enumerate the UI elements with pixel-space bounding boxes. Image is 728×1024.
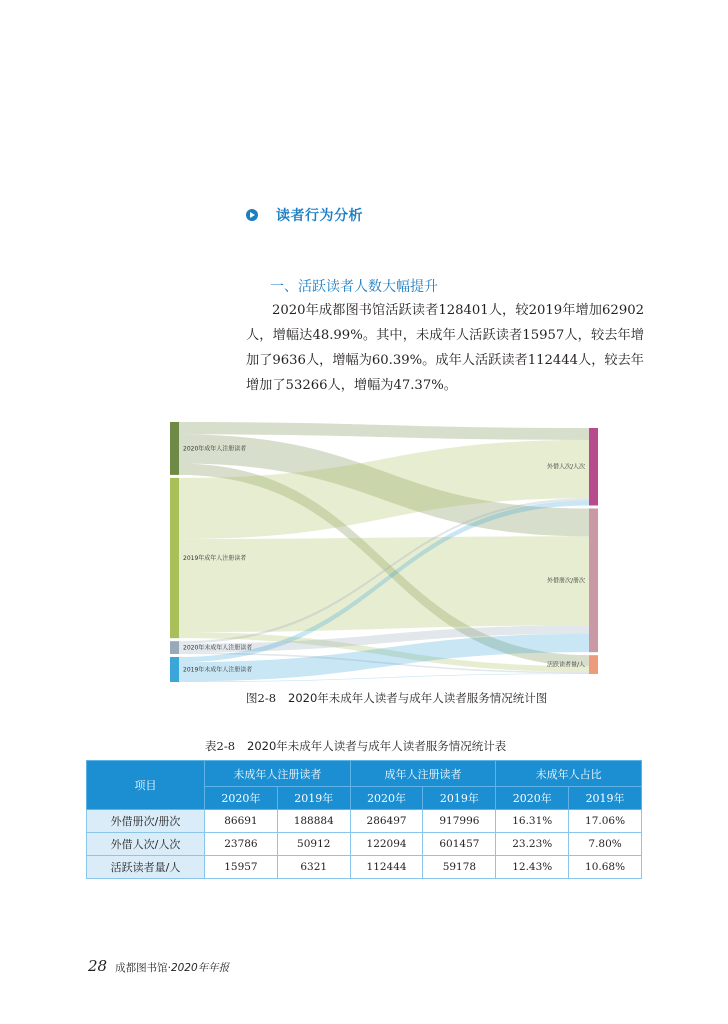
table-caption <box>205 738 506 754</box>
sankey-target-node <box>589 655 598 674</box>
table-cell: 17.06% <box>569 810 642 833</box>
stats-table <box>86 760 642 879</box>
sankey-target-node <box>589 508 598 652</box>
sankey-link <box>179 536 589 632</box>
footer-separator: · <box>167 962 171 974</box>
header-group-minor: 未成年人注册读者 <box>205 761 351 787</box>
sankey-source-node <box>170 657 179 682</box>
figure-caption-text: 2020年未成年人读者与成年人读者服务情况统计图 <box>288 691 548 705</box>
row-label: 外借册次/册次 <box>87 810 205 833</box>
sankey-source-label: 2019年成年人注册读者 <box>183 555 247 563</box>
sankey-source-node <box>170 641 179 654</box>
figure-caption <box>246 690 547 706</box>
table-cell: 16.31% <box>496 810 569 833</box>
report-name: 2020年年报 <box>170 962 230 974</box>
sankey-target-node <box>589 428 598 505</box>
section-title: 读者行为分析 <box>276 208 363 224</box>
table-row <box>87 856 642 879</box>
page-footer <box>88 957 229 975</box>
table-cell: 59178 <box>423 856 496 879</box>
table-cell: 122094 <box>350 833 423 856</box>
page-number: 28 <box>88 957 108 975</box>
publisher-name: 成都图书馆 <box>115 962 168 974</box>
header-group-ratio: 未成年人占比 <box>496 761 642 787</box>
play-circle-icon <box>246 209 258 221</box>
header-group-adult: 成年人注册读者 <box>350 761 496 787</box>
table-cell: 6321 <box>277 856 350 879</box>
section-header <box>246 205 363 225</box>
table-cell: 12.43% <box>496 856 569 879</box>
sankey-source-node <box>170 478 179 638</box>
table-cell: 23786 <box>205 833 278 856</box>
header-item: 项目 <box>87 761 205 810</box>
table-cell: 10.68% <box>569 856 642 879</box>
table-cell: 601457 <box>423 833 496 856</box>
table-caption-text: 2020年未成年人读者与成年人读者服务情况统计表 <box>247 739 507 753</box>
header-year: 2020年 <box>205 787 278 810</box>
table-number: 表2-8 <box>205 739 236 753</box>
header-year: 2019年 <box>277 787 350 810</box>
sankey-target-label: 活跃读者量/人 <box>546 661 585 669</box>
table-cell: 917996 <box>423 810 496 833</box>
sankey-target-label: 外借册次/册次 <box>546 577 585 585</box>
table-cell: 188884 <box>277 810 350 833</box>
body-paragraph: 2020年成都图书馆活跃读者128401人，较2019年增加62902人，增幅达48.99%。其中，未成年人活跃读者15957人，较去年增加了9636人，增幅为60.39%。成年人活跃读者112444人，较去年增加了53266人，增幅为47.37%。 <box>246 303 644 393</box>
table-cell: 7.80% <box>569 833 642 856</box>
sankey-target-label: 外借人次/人次 <box>546 463 585 471</box>
sankey-source-label: 2020年未成年人注册读者 <box>183 644 253 652</box>
table-cell: 15957 <box>205 856 278 879</box>
table-row <box>87 810 642 833</box>
sankey-source-node <box>170 422 179 475</box>
sankey-links <box>179 422 589 682</box>
row-label: 外借人次/人次 <box>87 833 205 856</box>
table-cell: 112444 <box>350 856 423 879</box>
table-cell: 86691 <box>205 810 278 833</box>
table-cell: 286497 <box>350 810 423 833</box>
subsection-title: 一、活跃读者人数大幅提升 <box>270 279 438 295</box>
footer-publisher <box>115 960 229 975</box>
table-cell: 50912 <box>277 833 350 856</box>
sankey-chart <box>166 422 606 682</box>
sankey-source-label: 2020年成年人注册读者 <box>183 445 247 453</box>
figure-number: 图2-8 <box>246 691 277 705</box>
table-cell: 23.23% <box>496 833 569 856</box>
header-year: 2019年 <box>569 787 642 810</box>
sankey-source-label: 2019年未成年人注册读者 <box>183 666 253 674</box>
header-year: 2020年 <box>496 787 569 810</box>
table-row <box>87 833 642 856</box>
row-label: 活跃读者量/人 <box>87 856 205 879</box>
header-year: 2019年 <box>423 787 496 810</box>
header-year: 2020年 <box>350 787 423 810</box>
